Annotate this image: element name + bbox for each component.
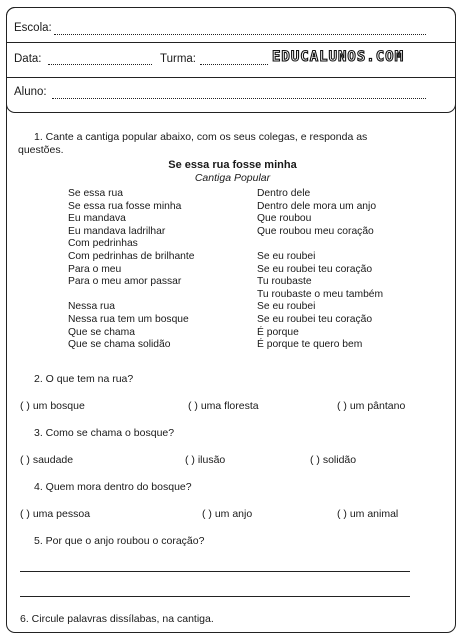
verse-line: Tu roubaste xyxy=(257,276,312,288)
song-right-column xyxy=(257,188,383,352)
q3-option-ilusao[interactable]: ( ) ilusão xyxy=(185,454,226,466)
verse-line: Nessa rua xyxy=(68,301,115,313)
verse-line: Para o meu xyxy=(68,263,122,275)
q2-option-floresta[interactable]: ( ) uma floresta xyxy=(188,400,259,412)
date-label: Data: xyxy=(14,53,42,65)
verse-line: Nessa rua tem um bosque xyxy=(68,313,189,325)
educalunos-logo: EDUCALUNOS.COM xyxy=(272,49,405,65)
song-title: Se essa rua fosse minha xyxy=(168,159,297,171)
verse-line: Que se chama solidão xyxy=(68,339,171,351)
school-field[interactable] xyxy=(54,34,426,35)
class-label: Turma: xyxy=(160,53,196,65)
verse-line: Com pedrinhas de brilhante xyxy=(68,250,195,262)
verse-line: Se eu roubei teu coração xyxy=(257,263,373,275)
q2-text: 2. O que tem na rua? xyxy=(34,373,134,385)
q4-option-animal[interactable]: ( ) um animal xyxy=(337,508,399,520)
q6-text: 6. Circule palavras dissílabas, na cantiga. xyxy=(20,613,214,625)
class-field[interactable] xyxy=(200,64,268,65)
verse-line: É porque te quero bem xyxy=(257,339,363,351)
verse-line: Se eu roubei xyxy=(257,250,316,262)
q5-answer-line-1[interactable] xyxy=(20,571,410,572)
verse-line: Tu roubaste o meu também xyxy=(257,288,384,300)
q3-text: 3. Como se chama o bosque? xyxy=(34,427,175,439)
school-label: Escola: xyxy=(14,22,52,34)
verse-line: Que se chama xyxy=(68,326,135,338)
student-label: Aluno: xyxy=(14,86,47,98)
verse-line: Dentro dele mora um anjo xyxy=(257,200,377,212)
q3-option-saudade[interactable]: ( ) saudade xyxy=(20,454,74,466)
q4-text: 4. Quem mora dentro do bosque? xyxy=(34,481,192,493)
verse-line: É porque xyxy=(257,326,299,338)
verse-line: Para o meu amor passar xyxy=(68,276,182,288)
q4-option-pessoa[interactable]: ( ) uma pessoa xyxy=(20,508,91,520)
q2-option-pantano[interactable]: ( ) um pântano xyxy=(337,400,406,412)
verse-line: Com pedrinhas xyxy=(68,238,138,250)
verse-line: Eu mandava xyxy=(68,213,126,225)
date-field[interactable] xyxy=(48,64,152,65)
q1-line1: 1. Cante a cantiga popular abaixo, com os seus colegas, e responda as xyxy=(34,131,368,143)
q5-text: 5. Por que o anjo roubou o coração? xyxy=(34,535,205,547)
song-left-column xyxy=(68,188,195,352)
verse-line: Se eu roubei xyxy=(257,301,316,313)
q2-option-bosque[interactable]: ( ) um bosque xyxy=(20,400,85,412)
q3-option-solidao[interactable]: ( ) solidão xyxy=(310,454,357,466)
student-field[interactable] xyxy=(52,98,426,99)
q1-line2: questões. xyxy=(18,144,64,156)
header-divider-1 xyxy=(6,42,456,43)
q4-option-anjo[interactable]: ( ) um anjo xyxy=(202,508,253,520)
song-subtitle: Cantiga Popular xyxy=(194,172,271,184)
verse-line: Se essa rua fosse minha xyxy=(68,200,182,212)
q5-answer-line-2[interactable] xyxy=(20,596,410,597)
verse-line: Se essa rua xyxy=(68,188,123,199)
header-divider-2 xyxy=(6,77,456,78)
verse-line: Dentro dele xyxy=(257,188,311,199)
verse-line: Que roubou meu coração xyxy=(257,225,374,237)
verse-line: Eu mandava ladrilhar xyxy=(68,225,166,237)
verse-line: Se eu roubei teu coração xyxy=(257,313,373,325)
verse-line: Que roubou xyxy=(257,213,312,225)
